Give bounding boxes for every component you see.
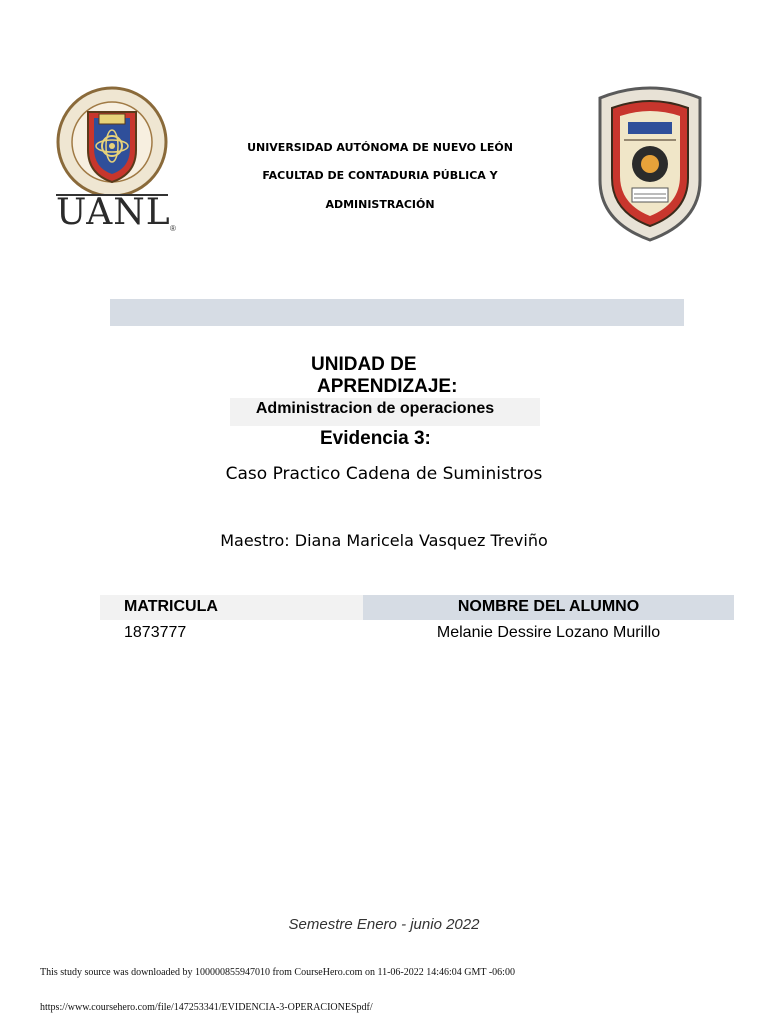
registered-mark: ® — [170, 224, 176, 233]
fcpa-logo — [594, 84, 706, 242]
uanl-wordmark: UANL — [56, 192, 171, 233]
fcpa-shield-icon — [594, 84, 706, 242]
semester-label: Semestre Enero - junio 2022 — [288, 916, 480, 933]
faculty-name-line2: ADMINISTRACIÓN — [325, 198, 435, 211]
subject-name: Administracion de operaciones — [255, 400, 495, 417]
teacher-name: Maestro: Diana Maricela Vasquez Treviño — [220, 531, 548, 550]
students-table — [100, 594, 734, 646]
unit-title-line1: UNIDAD DE — [311, 354, 417, 375]
unit-title-line2: APRENDIZAJE: — [317, 376, 458, 397]
cell-matricula: 1873777 — [124, 624, 187, 641]
header-band — [110, 299, 684, 326]
uanl-logo — [52, 84, 182, 244]
faculty-name-line1: FACULTAD DE CONTADURIA PÚBLICA Y — [262, 169, 498, 182]
download-notice: This study source was downloaded by 100000855947010 from CourseHero.com on 11-06-2022 14:46:04 GMT -06:00 — [40, 967, 515, 978]
uanl-seal-icon — [52, 84, 172, 194]
column-header-nombre: NOMBRE DEL ALUMNO — [363, 595, 734, 620]
source-url-link[interactable]: https://www.coursehero.com/file/147253341/EVIDENCIA-3-OPERACIONESpdf/ — [40, 1002, 373, 1013]
table-header-row — [100, 594, 734, 620]
table-row — [100, 620, 734, 646]
cell-nombre: Melanie Dessire Lozano Murillo — [436, 624, 661, 641]
university-name: UNIVERSIDAD AUTÓNOMA DE NUEVO LEÓN — [247, 141, 513, 154]
case-title: Caso Practico Cadena de Suministros — [225, 464, 543, 484]
column-header-matricula: MATRICULA — [100, 595, 363, 620]
evidence-title: Evidencia 3: — [320, 428, 431, 449]
